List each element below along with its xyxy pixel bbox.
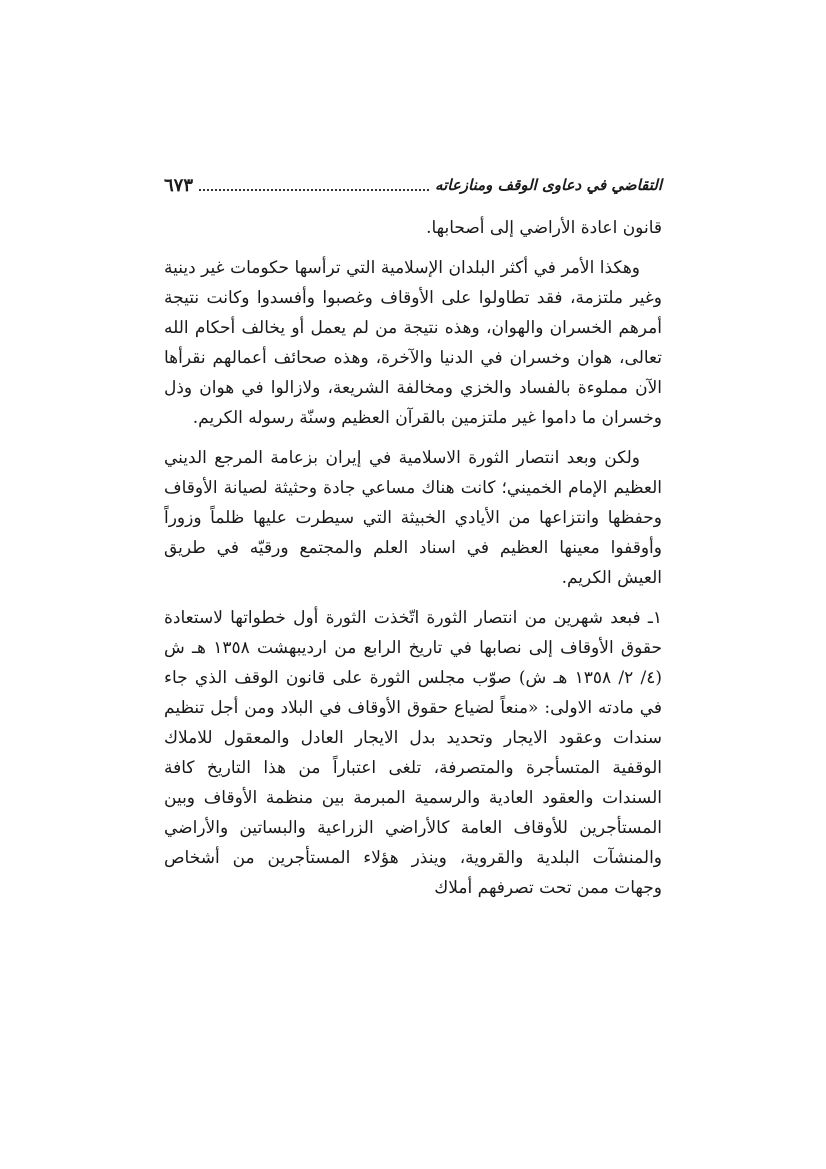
running-title: التقاضي في دعاوى الوقف ومنازعاته <box>435 176 662 194</box>
body-text <box>164 213 662 913</box>
paragraph: ١ـ فبعد شهرين من انتصار الثورة اتّخذت الثورة أول خطواتها لاستعادة حقوق الأوقاف إلى نصابها في تاريخ الرابع من اردیبهشت ١٣٥٨ هـ ش (٤/ ٢/ ١٣٥٨ هـ ش) صوّب مجلس الثورة على قانون الوقف الذي جاء في مادته الاولى: «منعاً لضياع حقوق الأوقاف في البلاد ومن أجل تنظيم سندات وعقود الايجار وتحديد بدل الايجار العادل والمعقول للاملاك الوقفية المتسأجرة والمتصرفة، تلغى اعتباراً من هذا التاريخ كافة السندات والعقود العادية والرسمية المبرمة بين منظمة الأوقاف وبين المستأجرين للأوقاف العامة كالأراضي الزراعية والبساتين والأراضي والمنشآت البلدية والقروية، وينذر هؤلاء المستأجرين من أشخاص وجهات ممن تحت تصرفهم أملاك <box>164 608 663 898</box>
paragraph: وهكذا الأمر في أكثر البلدان الإسلامية التي ترأسها حكومات غير دينية وغير ملتزمة، فقد تطاولوا على الأوقاف وغصبوا وأفسدوا وكانت نتيجة أمرهم الخسران والهوان، وهذه نتيجة من لم يعمل أو يخالف أحكام الله تعالى، هوان وخسران في الدنيا والآخرة، وهذه صحائف أعمالهم نقرأها الآن مملوءة بالفساد والخزي ومخالفة الشريعة، ولازالوا في هوان وذل وخسران ما داموا غير ملتزمين بالقرآن العظيم وسنّة رسوله الكريم. <box>164 258 662 428</box>
paragraph: قانون اعادة الأراضي إلى أصحابها. <box>426 218 662 238</box>
running-header <box>164 170 662 200</box>
paragraph: ولكن وبعد انتصار الثورة الاسلامية في إيران بزعامة المرجع الديني العظيم الإمام الخميني؛ كانت هناك مساعي جادة وحثيثة لصيانة الأوقاف وحفظها وانتزاعها من الأيادي الخبيثة التي سيطرت عليها ظلماً وزوراً وأوقفوا معينها العظيم في اسناد العلم والمجتمع ورقيّه في طريق العيش الكريم. <box>164 448 662 588</box>
header-dot-leader <box>199 179 429 191</box>
page-number: ٦٧٣ <box>164 174 194 196</box>
